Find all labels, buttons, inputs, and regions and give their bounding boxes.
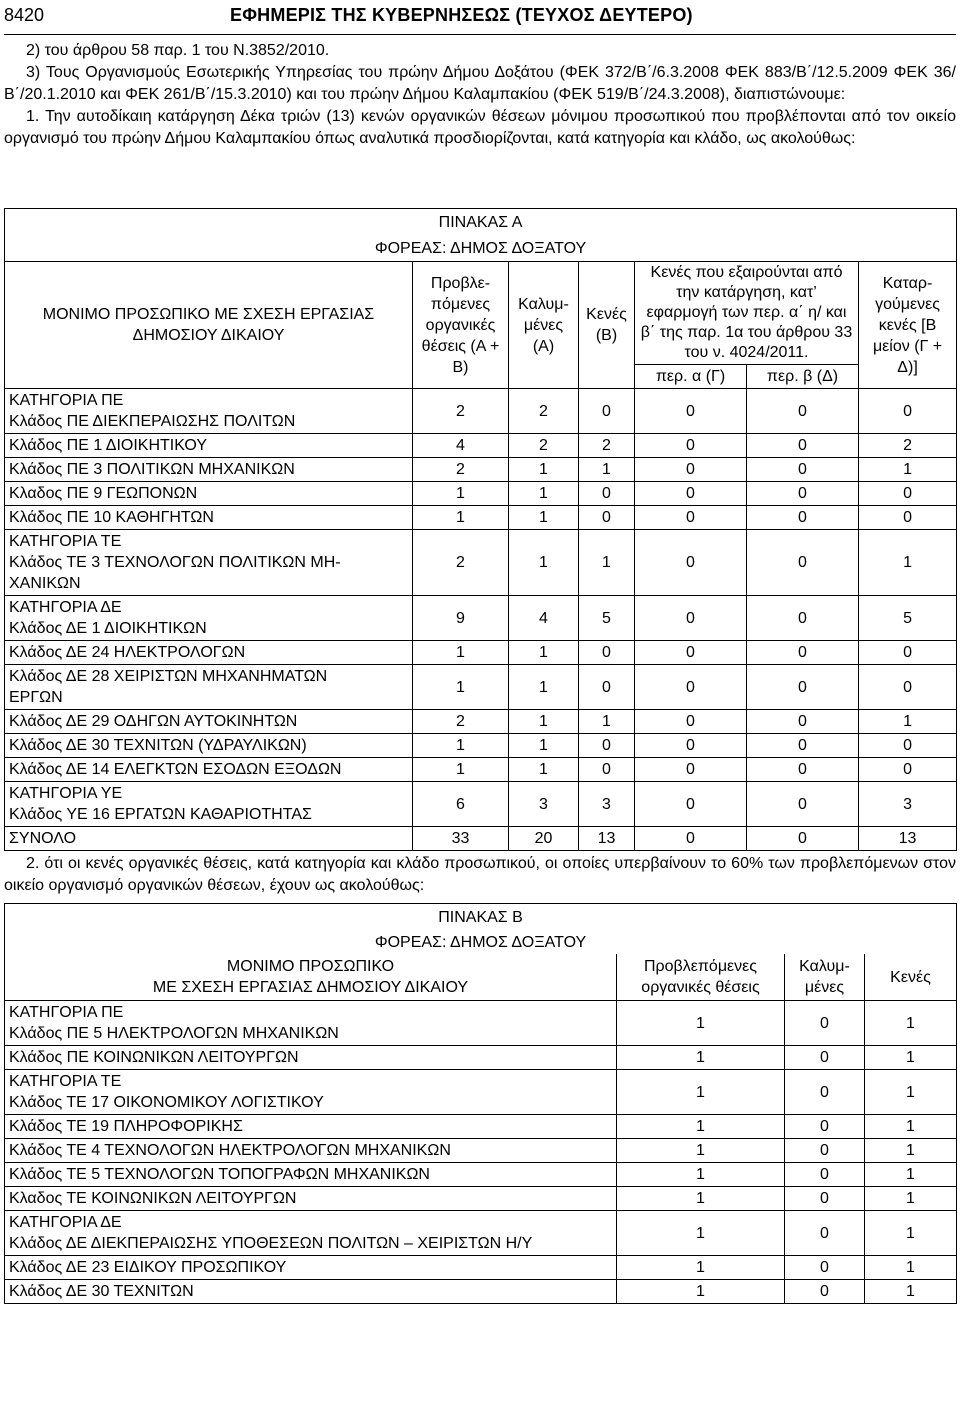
- col-filled-header: Καλυμ-μένες (Α): [509, 262, 579, 389]
- cell-value: 0: [579, 482, 635, 506]
- cell-value: 0: [747, 530, 859, 596]
- cell-value: 3: [509, 782, 579, 827]
- cell-value: 1: [865, 1280, 957, 1304]
- cell-value: 0: [635, 710, 747, 734]
- intro-line-1: 2) του άρθρου 58 παρ. 1 του Ν.3852/2010.: [26, 42, 330, 59]
- cell-value: 0: [579, 389, 635, 434]
- cell-value: 1: [865, 1139, 957, 1163]
- row-label: Κλάδος ΠΕ 10 ΚΑΘΗΓΗΤΩΝ: [5, 506, 413, 530]
- cell-value: 2: [509, 434, 579, 458]
- col-vacant-header: Κενές (Β): [579, 262, 635, 389]
- cell-value: 2: [413, 458, 509, 482]
- cell-value: 0: [859, 506, 957, 530]
- cell-value: 0: [635, 530, 747, 596]
- cell-value: 0: [635, 434, 747, 458]
- cell-value: 1: [509, 758, 579, 782]
- cell-value: 0: [747, 782, 859, 827]
- cell-value: 0: [635, 665, 747, 710]
- cell-value: 0: [635, 734, 747, 758]
- cell-value: 0: [785, 1070, 865, 1115]
- cell-value: 1: [865, 1163, 957, 1187]
- row-label: Κλάδος ΔΕ 23 ΕΙΔΙΚΟΥ ΠΡΟΣΩΠΙΚΟΥ: [5, 1256, 617, 1280]
- table-row: [5, 530, 957, 596]
- cell-value: 1: [865, 1001, 957, 1046]
- cell-value: 0: [579, 665, 635, 710]
- cell-value: 0: [747, 710, 859, 734]
- cell-value: 6: [413, 782, 509, 827]
- row-label: Κλαδος ΠΕ 9 ΓΕΩΠΟΝΩΝ: [5, 482, 413, 506]
- table-row: [5, 482, 957, 506]
- cell-value: 0: [579, 734, 635, 758]
- cell-value: 1: [617, 1115, 785, 1139]
- cell-value: 2: [579, 434, 635, 458]
- cell-value: 4: [413, 434, 509, 458]
- cell-value: 0: [635, 827, 747, 851]
- cell-value: 0: [579, 758, 635, 782]
- cell-value: 0: [859, 641, 957, 665]
- table-row: [5, 1163, 957, 1187]
- row-label: ΚΑΤΗΓΟΡΙΑ ΔΕ Κλάδος ΔΕ 1 ΔΙΟΙΚΗΤΙΚΩΝ: [5, 596, 413, 641]
- intro-text: [4, 40, 956, 150]
- cell-value: 1: [859, 710, 957, 734]
- intro-item-1: 1. Την αυτοδίκαιη κατάργηση Δέκα τριών (13) κενών οργανικών θέσεων μόνιμου προσωπικού που προβλέπονται από τον οικείο οργανισμό του πρώην Δήμου Καλαμπακίου όπως αναλυτικά προσδιορίζονται, κατά κατηγορία και κλάδο, ως ακολούθως:: [4, 108, 956, 147]
- table-row: [5, 1187, 957, 1211]
- intro-item-2: 2. ότι οι κενές οργανικές θέσεις, κατά κατηγορία και κλάδο προσωπικού, οι οποίες υπερβαίνουν το 60% των προβλεπόμενων στον οικείο οργανισμό οργανικών θέσεων, έχουν ως ακολούθως:: [4, 855, 956, 894]
- cell-value: 1: [413, 506, 509, 530]
- cell-value: 0: [579, 641, 635, 665]
- row-label: ΚΑΤΗΓΟΡΙΑ ΔΕ Κλάδος ΔΕ ΔΙΕΚΠΕΡΑΙΩΣΗΣ ΥΠΟΘΕΣΕΩΝ ΠΟΛΙΤΩΝ – ΧΕΙΡΙΣΤΩΝ Η/Υ: [5, 1211, 617, 1256]
- cell-value: 0: [747, 596, 859, 641]
- table-row: [5, 827, 957, 851]
- cell-value: 1: [509, 530, 579, 596]
- table-row: [5, 1280, 957, 1304]
- cell-value: 2: [509, 389, 579, 434]
- cell-value: 0: [635, 482, 747, 506]
- row-label: Κλάδος ΠΕ 3 ΠΟΛΙΤΙΚΩΝ ΜΗΧΑΝΙΚΩΝ: [5, 458, 413, 482]
- cell-value: 2: [413, 530, 509, 596]
- cell-value: 0: [635, 506, 747, 530]
- col-exempt-b-header: περ. β (Δ): [747, 365, 859, 389]
- table-row: [5, 458, 957, 482]
- table-row: [5, 641, 957, 665]
- table-row: [5, 710, 957, 734]
- cell-value: 1: [579, 710, 635, 734]
- cell-value: 1: [865, 1211, 957, 1256]
- cell-value: 1: [617, 1163, 785, 1187]
- header-rule: [4, 34, 956, 35]
- cell-value: 0: [785, 1280, 865, 1304]
- cell-value: 1: [859, 530, 957, 596]
- row-label: Κλάδος ΠΕ 1 ΔΙΟΙΚΗΤΙΚΟΥ: [5, 434, 413, 458]
- cell-value: 13: [859, 827, 957, 851]
- cell-value: 0: [747, 641, 859, 665]
- intro-item-2-wrap: [4, 853, 956, 897]
- table-row: [5, 782, 957, 827]
- cell-value: 0: [785, 1211, 865, 1256]
- cell-value: 0: [747, 827, 859, 851]
- cell-value: 1: [617, 1001, 785, 1046]
- cell-value: 20: [509, 827, 579, 851]
- cell-value: 0: [635, 782, 747, 827]
- col-staff-header: ΜΟΝΙΜΟ ΠΡΟΣΩΠΙΚΟ ΜΕ ΣΧΕΣΗ ΕΡΓΑΣΙΑΣ ΔΗΜΟΣΙΟΥ ΔΙΚΑΙΟΥ: [5, 954, 617, 1001]
- row-label: ΚΑΤΗΓΟΡΙΑ ΤΕ Κλάδος ΤΕ 3 ΤΕΧΝΟΛΟΓΩΝ ΠΟΛΙΤΙΚΩΝ ΜΗ- ΧΑΝΙΚΩΝ: [5, 530, 413, 596]
- table-b-agency: ΦΟΡΕΑΣ: ΔΗΜΟΣ ΔΟΞΑΤΟΥ: [5, 930, 957, 954]
- col-abolished-header: Καταρ-γούμενες κενές [Β μείον (Γ + Δ)]: [859, 262, 957, 389]
- cell-value: 0: [635, 389, 747, 434]
- table-row: [5, 434, 957, 458]
- table-a-title: ΠΙΝΑΚΑΣ Α: [5, 209, 957, 236]
- cell-value: 1: [413, 665, 509, 710]
- cell-value: 1: [413, 758, 509, 782]
- cell-value: 0: [747, 434, 859, 458]
- cell-value: 0: [635, 596, 747, 641]
- table-row: [5, 1070, 957, 1115]
- row-label: Κλάδος ΔΕ 24 ΗΛΕΚΤΡΟΛΟΓΩΝ: [5, 641, 413, 665]
- cell-value: 0: [635, 458, 747, 482]
- cell-value: 1: [579, 458, 635, 482]
- table-row: [5, 734, 957, 758]
- table-row: [5, 758, 957, 782]
- cell-value: 1: [617, 1187, 785, 1211]
- cell-value: 0: [859, 482, 957, 506]
- table-row: [5, 1046, 957, 1070]
- col-exempt-a-header: περ. α (Γ): [635, 365, 747, 389]
- cell-value: 0: [579, 506, 635, 530]
- col-staff-header: ΜΟΝΙΜΟ ΠΡΟΣΩΠΙΚΟ ΜΕ ΣΧΕΣΗ ΕΡΓΑΣΙΑΣ ΔΗΜΟΣΙΟΥ ΔΙΚΑΙΟΥ: [5, 262, 413, 389]
- cell-value: 0: [785, 1115, 865, 1139]
- cell-value: 1: [617, 1256, 785, 1280]
- cell-value: 1: [509, 482, 579, 506]
- intro-line-2: 3) Τους Οργανισμούς Εσωτερικής Υπηρεσίας του πρώην Δήμου Δοξάτου (ΦΕΚ 372/Β΄/6.3.2008 ΦΕΚ 883/Β΄/12.5.2009 ΦΕΚ 36/Β΄/20.1.2010 και ΦΕΚ 261/Β΄/15.3.2010) και του πρώην Δήμου Καλαμπακίου (ΦΕΚ 519/Β΄/24.3.2008), διαπιστώνουμε:: [4, 64, 956, 103]
- cell-value: 5: [859, 596, 957, 641]
- cell-value: 0: [747, 734, 859, 758]
- cell-value: 0: [747, 665, 859, 710]
- cell-value: 0: [785, 1139, 865, 1163]
- gazette-title: ΕΦΗΜΕΡΙΣ ΤΗΣ ΚΥΒΕΡΝΗΣΕΩΣ (ΤΕΥΧΟΣ ΔΕΥΤΕΡΟ): [230, 5, 693, 25]
- cell-value: 1: [509, 710, 579, 734]
- cell-value: 9: [413, 596, 509, 641]
- row-label: ΚΑΤΗΓΟΡΙΑ ΥΕ Κλάδος ΥΕ 16 ΕΡΓΑΤΩΝ ΚΑΘΑΡΙΟΤΗΤΑΣ: [5, 782, 413, 827]
- table-row: [5, 1211, 957, 1256]
- col-vacant-header: Κενές: [865, 954, 957, 1001]
- cell-value: 0: [785, 1163, 865, 1187]
- cell-value: 2: [413, 389, 509, 434]
- cell-value: 1: [413, 734, 509, 758]
- cell-value: 0: [747, 482, 859, 506]
- cell-value: 0: [785, 1187, 865, 1211]
- row-label: ΚΑΤΗΓΟΡΙΑ ΤΕ Κλάδος ΤΕ 17 ΟΙΚΟΝΟΜΙΚΟΥ ΛΟΓΙΣΤΙΚΟΥ: [5, 1070, 617, 1115]
- row-label: Κλαδος ΤΕ ΚΟΙΝΩΝΙΚΩΝ ΛΕΙΤΟΥΡΓΩΝ: [5, 1187, 617, 1211]
- cell-value: 3: [579, 782, 635, 827]
- table-b-title: ΠΙΝΑΚΑΣ Β: [5, 904, 957, 931]
- table-row: [5, 389, 957, 434]
- row-label: ΣΥΝΟΛΟ: [5, 827, 413, 851]
- table-a-agency: ΦΟΡΕΑΣ: ΔΗΜΟΣ ΔΟΞΑΤΟΥ: [5, 235, 957, 262]
- cell-value: 1: [509, 734, 579, 758]
- cell-value: 1: [865, 1115, 957, 1139]
- cell-value: 0: [747, 506, 859, 530]
- cell-value: 0: [859, 758, 957, 782]
- cell-value: 0: [747, 389, 859, 434]
- table-row: [5, 1256, 957, 1280]
- cell-value: 4: [509, 596, 579, 641]
- row-label: Κλάδος ΔΕ 28 ΧΕΙΡΙΣΤΩΝ ΜΗΧΑΝΗΜΑΤΩΝ ΕΡΓΩΝ: [5, 665, 413, 710]
- cell-value: 0: [859, 665, 957, 710]
- table-row: [5, 665, 957, 710]
- table-row: [5, 1139, 957, 1163]
- row-label: Κλάδος ΤΕ 5 ΤΕΧΝΟΛΟΓΩΝ ΤΟΠΟΓΡΑΦΩΝ ΜΗΧΑΝΙΚΩΝ: [5, 1163, 617, 1187]
- cell-value: 0: [635, 641, 747, 665]
- cell-value: 1: [617, 1070, 785, 1115]
- row-label: Κλάδος ΔΕ 30 ΤΕΧΝΙΤΩΝ: [5, 1280, 617, 1304]
- row-label: Κλάδος ΔΕ 30 ΤΕΧΝΙΤΩΝ (ΥΔΡΑΥΛΙΚΩΝ): [5, 734, 413, 758]
- cell-value: 0: [785, 1001, 865, 1046]
- cell-value: 1: [865, 1046, 957, 1070]
- cell-value: 1: [579, 530, 635, 596]
- table-row: [5, 1001, 957, 1046]
- cell-value: 1: [859, 458, 957, 482]
- cell-value: 13: [579, 827, 635, 851]
- cell-value: 0: [785, 1256, 865, 1280]
- cell-value: 1: [509, 641, 579, 665]
- cell-value: 1: [865, 1070, 957, 1115]
- table-b: [4, 903, 957, 1304]
- table-row: [5, 596, 957, 641]
- col-planned-header: Προβλε-πόμενες οργανικές θέσεις (Α + Β): [413, 262, 509, 389]
- cell-value: 2: [413, 710, 509, 734]
- row-label: Κλάδος ΠΕ ΚΟΙΝΩΝΙΚΩΝ ΛΕΙΤΟΥΡΓΩΝ: [5, 1046, 617, 1070]
- cell-value: 1: [509, 506, 579, 530]
- cell-value: 1: [865, 1256, 957, 1280]
- cell-value: 1: [617, 1139, 785, 1163]
- row-label: Κλάδος ΔΕ 29 ΟΔΗΓΩΝ ΑΥΤΟΚΙΝΗΤΩΝ: [5, 710, 413, 734]
- row-label: ΚΑΤΗΓΟΡΙΑ ΠΕ Κλάδος ΠΕ ΔΙΕΚΠΕΡΑΙΩΣΗΣ ΠΟΛΙΤΩΝ: [5, 389, 413, 434]
- col-filled-header: Καλυμ-μένες: [785, 954, 865, 1001]
- cell-value: 0: [859, 734, 957, 758]
- table-row: [5, 1115, 957, 1139]
- cell-value: 5: [579, 596, 635, 641]
- page-header: [4, 2, 956, 28]
- cell-value: 0: [785, 1046, 865, 1070]
- row-label: Κλάδος ΔΕ 14 ΕΛΕΓΚΤΩΝ ΕΣΟΔΩΝ ΕΞΟΔΩΝ: [5, 758, 413, 782]
- cell-value: 1: [865, 1187, 957, 1211]
- cell-value: 1: [617, 1280, 785, 1304]
- cell-value: 0: [859, 389, 957, 434]
- cell-value: 1: [617, 1046, 785, 1070]
- cell-value: 1: [413, 641, 509, 665]
- cell-value: 0: [635, 758, 747, 782]
- cell-value: 1: [413, 482, 509, 506]
- table-a: [4, 208, 957, 851]
- cell-value: 0: [747, 758, 859, 782]
- col-planned-header: Προβλεπόμενες οργανικές θέσεις: [617, 954, 785, 1001]
- cell-value: 3: [859, 782, 957, 827]
- cell-value: 1: [509, 665, 579, 710]
- page-number: 8420: [4, 5, 45, 25]
- row-label: ΚΑΤΗΓΟΡΙΑ ΠΕ Κλάδος ΠΕ 5 ΗΛΕΚΤΡΟΛΟΓΩΝ ΜΗΧΑΝΙΚΩΝ: [5, 1001, 617, 1046]
- cell-value: 1: [509, 458, 579, 482]
- row-label: Κλάδος ΤΕ 19 ΠΛΗΡΟΦΟΡΙΚΗΣ: [5, 1115, 617, 1139]
- col-exempt-header: Κενές που εξαιρούνται από την κατάργηση, κατ’ εφαρμογή των περ. α΄ η/ και β΄ της παρ. 1α του άρθρου 33 του ν. 4024/2011.: [635, 262, 859, 365]
- cell-value: 33: [413, 827, 509, 851]
- table-row: [5, 506, 957, 530]
- cell-value: 0: [747, 458, 859, 482]
- row-label: Κλάδος ΤΕ 4 ΤΕΧΝΟΛΟΓΩΝ ΗΛΕΚΤΡΟΛΟΓΩΝ ΜΗΧΑΝΙΚΩΝ: [5, 1139, 617, 1163]
- cell-value: 2: [859, 434, 957, 458]
- cell-value: 1: [617, 1211, 785, 1256]
